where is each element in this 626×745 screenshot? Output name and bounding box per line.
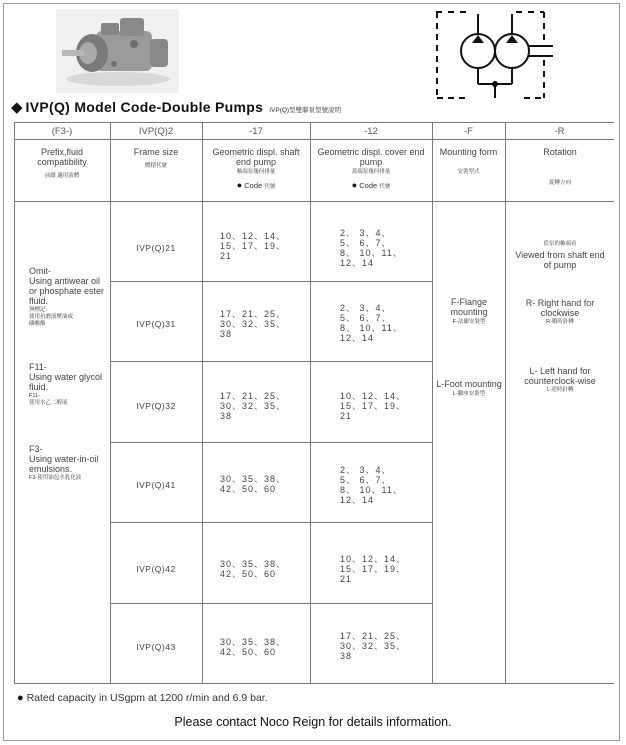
code-prefix-label: Code	[359, 181, 378, 190]
footnote	[17, 692, 268, 704]
shaft-displacement: 30、35、38、 42、50、60	[220, 559, 287, 579]
code-rotation: -R	[554, 126, 565, 137]
header-shaft-zh: 軸端泵幾何排量	[236, 169, 276, 175]
rotation-viewed	[514, 241, 606, 270]
code-row-divider	[14, 139, 614, 140]
header-cover-code	[314, 180, 428, 191]
header-mounting	[438, 147, 499, 176]
rotation-left-label: L- Left hand for counterclock-wise	[524, 366, 596, 386]
code-shaft: -17	[249, 126, 263, 137]
header-shaft	[206, 147, 306, 191]
mounting-foot-label: L-Foot mounting	[436, 379, 502, 389]
mounting-flange-zh: F-法蘭安裝型	[452, 319, 486, 325]
header-frame-label: Frame size	[133, 147, 179, 157]
cover-displacement: 17、21、25、 30、32、35、 38	[340, 631, 407, 661]
table-bottom-border	[14, 683, 614, 684]
fluid-omit-label: Omit- Using antiwear oil or phosphate ester fluid.	[29, 266, 105, 306]
col-divider	[505, 122, 506, 683]
cover-displacement: 10、12、14、 15、17、19、 21	[340, 554, 407, 584]
fluid-f3	[29, 434, 109, 492]
shaft-displacement: 30、35、38、 42、50、60	[220, 474, 287, 494]
code-prefix: (F3-)	[51, 126, 73, 137]
header-rotation	[510, 147, 610, 187]
code-frame: IVP(Q)2	[138, 126, 174, 137]
frame-size: IVP(Q)21	[136, 243, 176, 253]
diamond-bullet-icon: ◆	[11, 99, 23, 116]
row-divider	[110, 603, 432, 604]
header-cover-label: Geometric displ. cover end pump	[317, 147, 425, 167]
footnote-text: Rated capacity in USgpm at 1200 r/min and 6.9 bar.	[26, 692, 268, 704]
header-rotation-zh: 旋轉方向	[548, 180, 571, 186]
row-divider	[110, 442, 432, 443]
header-prefix-label: Prefix,fluid compatibility	[37, 147, 87, 167]
rotation-right-label: R- Right hand for clockwise	[525, 298, 595, 318]
fluid-omit	[29, 256, 109, 338]
hydraulic-symbol	[436, 10, 556, 100]
header-mounting-zh: 安裝型式	[457, 169, 480, 175]
code-zh: 代號	[379, 184, 391, 190]
fluid-f3-label: F3- Using water-in-oil emulsions.	[29, 444, 99, 474]
page-subtitle: IVP(Q)型雙聯泵型號說明	[269, 107, 342, 114]
col-divider	[310, 122, 311, 683]
pump-photo	[56, 9, 179, 93]
code-cover: -12	[364, 126, 378, 137]
frame-size: IVP(Q)31	[136, 319, 176, 329]
col-divider	[202, 122, 203, 683]
code-prefix-label: Code	[244, 181, 263, 190]
header-cover	[314, 147, 428, 191]
page-title: IVP(Q) Model Code-Double Pumps	[25, 99, 264, 115]
frame-size: IVP(Q)41	[136, 480, 176, 490]
fluid-f3-zh: F3-使用油包水乳化液	[29, 475, 82, 481]
bullet-dot-icon: ●	[351, 180, 358, 190]
header-rotation-label: Rotation	[543, 147, 577, 157]
header-prefix-zh: 前綴 適用液體	[44, 173, 80, 179]
header-cover-zh: 蓋端泵幾何排量	[351, 169, 391, 175]
cover-displacement: 10、12、14、 15、17、19、 21	[340, 391, 407, 421]
rotation-left	[514, 366, 606, 394]
shaft-displacement: 17、21、25、 30、32、35、 38	[220, 309, 287, 339]
fluid-omit-zh: 無標記: 使用抗磨液壓油或 磷酸酯	[29, 307, 74, 327]
rotation-left-zh: L-逆時針轉	[546, 387, 574, 393]
header-frame-zh: 體積代號	[144, 163, 167, 169]
header-shaft-label: Geometric displ. shaft end pump	[212, 147, 300, 167]
code-mounting: -F	[464, 126, 473, 137]
cover-displacement: 2、 3、4、 5、 6、7、 8、 10、11、 12、14	[340, 303, 403, 343]
header-mounting-label: Mounting form	[439, 147, 498, 157]
rotation-viewed-zh: 從泵的軸端看	[543, 241, 577, 247]
row-divider	[110, 522, 432, 523]
header-bottom-border	[14, 201, 614, 202]
title-row	[11, 98, 341, 116]
shaft-displacement: 10、12、14、 15、17、19、 21	[220, 231, 287, 261]
frame-size: IVP(Q)32	[136, 401, 176, 411]
table-top-border	[14, 122, 614, 123]
header-prefix	[20, 147, 104, 180]
rotation-right-zh: R-順時針轉	[546, 319, 574, 325]
cover-displacement: 2、 3、4、 5、 6、7、 8、 10、11、 12、14	[340, 465, 403, 505]
header-shaft-code	[206, 180, 306, 191]
contact-note: Please contact Noco Reign for details information.	[174, 715, 452, 729]
row-divider	[110, 361, 432, 362]
code-zh: 代號	[264, 184, 276, 190]
header-frame	[122, 147, 190, 170]
fluid-f11	[29, 352, 109, 417]
frame-size: IVP(Q)42	[136, 564, 176, 574]
row-divider	[110, 281, 432, 282]
mounting-foot-zh: L-腳座安裝型	[452, 391, 486, 397]
shaft-displacement: 30、35、38、 42、50、60	[220, 637, 287, 657]
fluid-f11-label: F11- Using water glycol fluid.	[29, 362, 103, 392]
mounting-flange	[436, 297, 502, 326]
mounting-flange-label: F-Flange mounting	[450, 297, 488, 317]
mounting-foot	[436, 379, 502, 398]
frame-size: IVP(Q)43	[136, 642, 176, 652]
bullet-dot-icon: ●	[17, 692, 24, 704]
bullet-dot-icon: ●	[236, 180, 243, 190]
rotation-right	[514, 298, 606, 326]
fluid-f11-zh: F11- 使用水乙二醇液	[29, 393, 68, 406]
shaft-displacement: 17、21、25、 30、32、35、 38	[220, 391, 287, 421]
col-divider	[432, 122, 433, 683]
table-left-border	[14, 122, 15, 683]
rotation-viewed-label: Viewed from shaft end of pump	[515, 250, 605, 270]
cover-displacement: 2、 3、4、 5、 6、7、 8、 10、11、 12、14	[340, 228, 403, 268]
